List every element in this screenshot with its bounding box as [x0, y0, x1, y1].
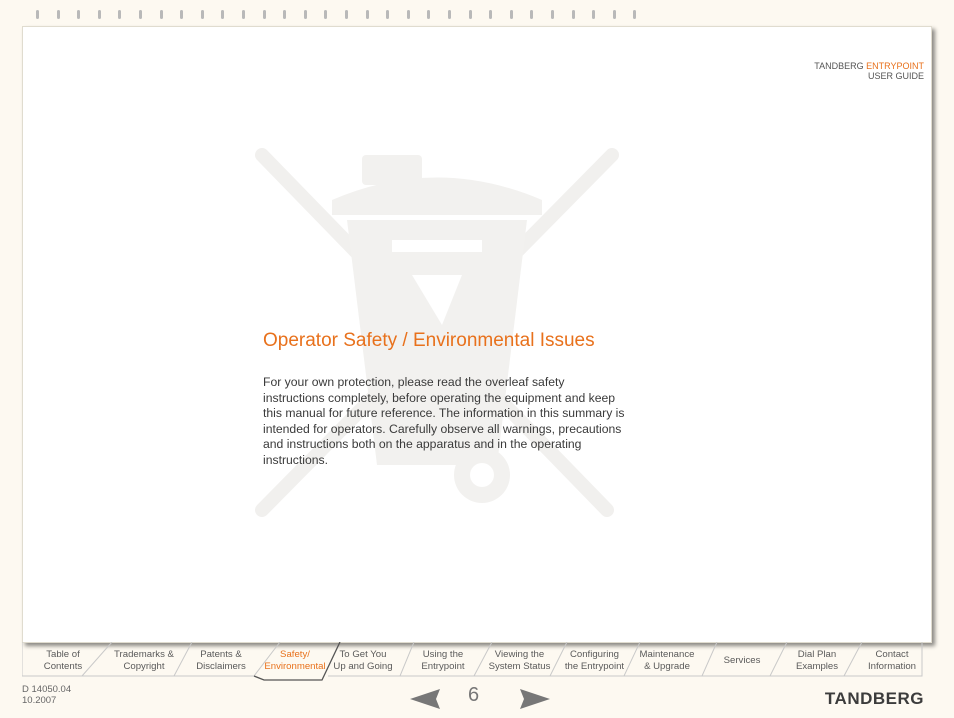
tab-label-line1: Viewing the: [494, 649, 545, 660]
tab-label-line1: Configuring: [569, 649, 620, 660]
binding-ring: [304, 10, 307, 19]
binding-ring: [469, 10, 472, 19]
binding-ring: [407, 10, 410, 19]
tab-10[interactable]: [782, 642, 852, 680]
binding-ring: [36, 10, 39, 19]
intro-paragraph: For your own protection, please read the overleaf safety instructions completely, before operating the equipment and keep this manual for future reference. The information in this summary is intended for operators. Carefully observe all warnings, precautions and instructions both on the apparatus and in the operating instructions.: [263, 375, 625, 467]
document-id: [22, 684, 71, 706]
doc-number: D 14050.04: [22, 684, 72, 695]
spiral-binding: [0, 0, 954, 28]
binding-ring: [160, 10, 163, 19]
tab-label-line2: System Status: [488, 661, 551, 672]
binding-ring: [283, 10, 286, 19]
next-page-button[interactable]: [518, 686, 550, 712]
tab-label-line2: Examples: [795, 661, 839, 672]
tab-label-line1: Contact: [875, 649, 909, 660]
tab-label-line1: Trademarks &: [114, 649, 174, 660]
binding-ring: [201, 10, 204, 19]
binding-ring: [510, 10, 513, 19]
binding-ring: [77, 10, 80, 19]
binding-ring: [242, 10, 245, 19]
page-navigator: [410, 686, 550, 712]
binding-ring: [572, 10, 575, 19]
binding-ring: [489, 10, 492, 19]
binding-ring: [139, 10, 142, 19]
binding-ring: [180, 10, 183, 19]
binding-ring: [633, 10, 636, 19]
tab-label-line1: Table of: [46, 649, 80, 660]
binding-ring: [613, 10, 616, 19]
tab-label-line1: Safety/: [280, 649, 310, 660]
tab-7[interactable]: [557, 642, 632, 680]
tab-label-line2: Disclaimers: [196, 661, 246, 672]
binding-ring: [448, 10, 451, 19]
binding-ring: [386, 10, 389, 19]
tab-label-line2: Copyright: [123, 661, 165, 672]
tab-label-line1: Patents &: [200, 649, 242, 660]
binding-ring: [530, 10, 533, 19]
tab-2[interactable]: [186, 642, 256, 680]
tab-label-line2: Information: [868, 661, 916, 672]
tab-label-line2: Up and Going: [333, 661, 393, 672]
binding-ring: [98, 10, 101, 19]
header-brand: TANDBERG: [814, 61, 864, 71]
tab-0[interactable]: [28, 642, 98, 680]
tandberg-logo: TANDBERG: [824, 689, 924, 708]
tab-8[interactable]: [632, 642, 702, 680]
binding-ring: [551, 10, 554, 19]
header-guide: USER GUIDE: [867, 71, 924, 81]
tab-label-line2: the Entrypoint: [564, 661, 625, 672]
header-product: [814, 61, 924, 81]
tab-label-line1: To Get You: [339, 649, 387, 660]
binding-ring: [324, 10, 327, 19]
binding-ring: [345, 10, 348, 19]
tab-3[interactable]: [260, 642, 330, 680]
binding-ring: [592, 10, 595, 19]
tab-label-line2: Entrypoint: [421, 661, 465, 672]
tab-label-line1: Services: [723, 655, 761, 666]
binding-ring: [221, 10, 224, 19]
section-tabs: [22, 642, 932, 682]
tab-4[interactable]: [328, 642, 398, 680]
binding-ring: [427, 10, 430, 19]
tab-11[interactable]: [857, 642, 927, 680]
tab-label-line1: Using the: [422, 649, 464, 660]
tab-label-line1: Maintenance: [639, 649, 695, 660]
doc-date: 10.2007: [22, 695, 57, 706]
tab-5[interactable]: [408, 642, 478, 680]
tab-9[interactable]: [712, 642, 772, 680]
binding-ring: [263, 10, 266, 19]
binding-ring: [57, 10, 60, 19]
binding-ring: [366, 10, 369, 19]
tab-label-line2: & Upgrade: [644, 661, 690, 672]
page-number: 6: [468, 684, 480, 706]
tab-label-line2: Contents: [43, 661, 83, 672]
tab-1[interactable]: [104, 642, 184, 680]
tab-6[interactable]: [482, 642, 557, 680]
header-product-name: ENTRYPOINT: [866, 61, 924, 71]
page-title: Operator Safety / Environmental Issues: [263, 330, 595, 351]
tab-label-line1: Dial Plan: [797, 649, 837, 660]
previous-page-button[interactable]: [410, 686, 442, 712]
tab-label-line2: Environmental: [264, 661, 326, 672]
binding-ring: [118, 10, 121, 19]
